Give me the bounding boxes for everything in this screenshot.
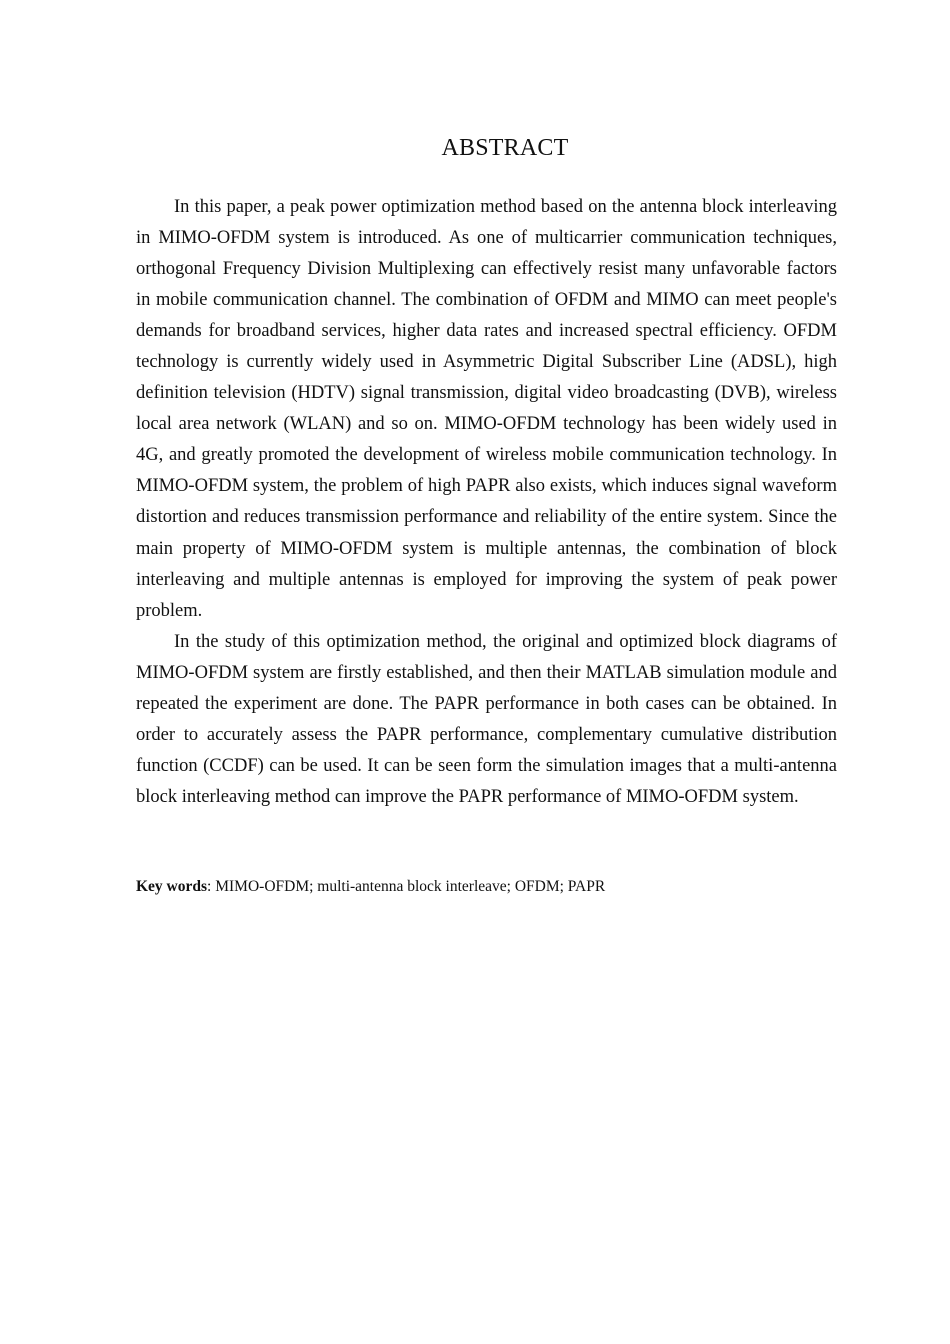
keywords-line (136, 876, 837, 898)
keywords-label: Key words (136, 878, 208, 895)
abstract-heading: ABSTRACT (441, 135, 569, 161)
keywords-text: MIMO-OFDM; multi-antenna block interleave; OFDM; PAPR (215, 878, 606, 895)
abstract-paragraph-1: In this paper, a peak power optimization method based on the antenna block interleaving in MIMO-OFDM system is introduced. As one of multicarrier communication techniques, orthogonal Frequency Division Multiplexing can effectively resist many unfavorable factors in mobile communication channel. The combination of OFDM and MIMO can meet people's demands for broadband services, higher data rates and increased spectral efficiency. OFDM technology is currently widely used in Asymmetric Digital Subscriber Line (ADSL), high definition television (HDTV) signal transmission, digital video broadcasting (DVB), wireless local area network (WLAN) and so on. MIMO-OFDM technology has been widely used in 4G, and greatly promoted the development of wireless mobile communication technology. In MIMO-OFDM system, the problem of high PAPR also exists, which induces signal waveform distortion and reduces transmission performance and reliability of the entire system. Since the main property of MIMO-OFDM system is multiple antennas, the combination of block interleaving and multiple antennas is employed for improving the system of peak power problem. (136, 197, 837, 621)
abstract-paragraph-2: In the study of this optimization method, the original and optimized block diagrams of MIMO-OFDM system are firstly established, and then their MATLAB simulation module and repeated the experiment are done. The PAPR performance in both cases can be obtained. In order to accurately assess the PAPR performance, complementary cumulative distribution function (CCDF) can be used. It can be seen form the simulation images that a multi-antenna block interleaving method can improve the PAPR performance of MIMO-OFDM system. (136, 631, 837, 807)
keywords-separator: : (207, 878, 216, 895)
abstract-body (136, 192, 837, 813)
